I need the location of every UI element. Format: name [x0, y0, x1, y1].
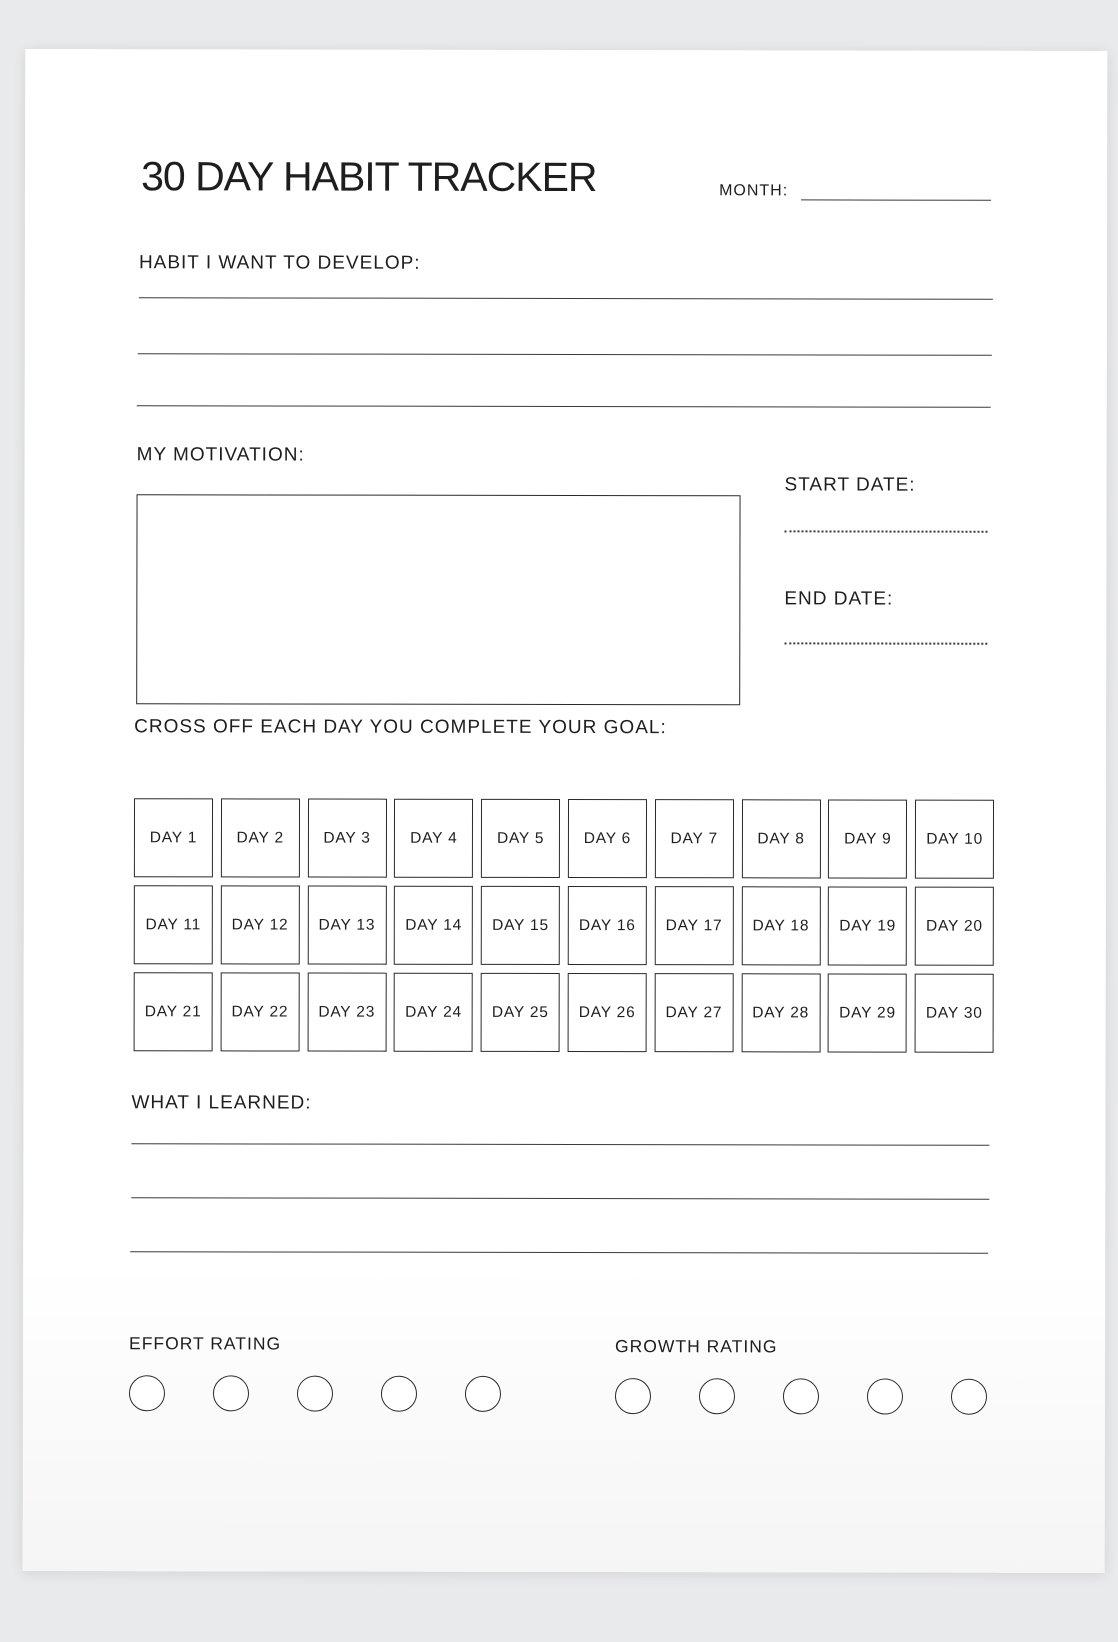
day-box-1[interactable]: DAY 1	[134, 798, 213, 877]
habit-line-2[interactable]	[138, 353, 992, 355]
day-box-19[interactable]: DAY 19	[828, 886, 907, 965]
learned-line-3[interactable]	[130, 1251, 988, 1253]
growth-rating-label: GROWTH RATING	[615, 1336, 778, 1357]
day-box-29[interactable]: DAY 29	[828, 973, 907, 1052]
day-box-7[interactable]: DAY 7	[655, 799, 734, 878]
effort-rating-circle-4[interactable]	[381, 1376, 417, 1412]
end-date-label: END DATE:	[784, 588, 894, 610]
day-box-10[interactable]: DAY 10	[915, 800, 994, 879]
month-label: MONTH:	[719, 182, 789, 200]
day-box-3[interactable]: DAY 3	[307, 799, 386, 878]
day-box-13[interactable]: DAY 13	[307, 886, 386, 965]
end-date-field[interactable]	[784, 642, 987, 644]
day-grid	[134, 798, 994, 1053]
effort-rating-circle-5[interactable]	[465, 1376, 501, 1412]
learned-line-2[interactable]	[131, 1197, 989, 1199]
day-box-6[interactable]: DAY 6	[568, 799, 647, 878]
habit-tracker-page	[23, 49, 1108, 1573]
habit-label: HABIT I WANT TO DEVELOP:	[138, 252, 421, 274]
learned-line-1[interactable]	[131, 1143, 989, 1145]
day-box-30[interactable]: DAY 30	[915, 974, 994, 1053]
day-box-28[interactable]: DAY 28	[741, 973, 820, 1052]
effort-rating-circle-1[interactable]	[129, 1375, 165, 1411]
learned-label: WHAT I LEARNED:	[131, 1092, 312, 1114]
page-title: 30 DAY HABIT TRACKER	[141, 153, 597, 201]
day-box-16[interactable]: DAY 16	[568, 886, 647, 965]
day-box-4[interactable]: DAY 4	[394, 799, 473, 878]
effort-rating-circle-3[interactable]	[297, 1376, 333, 1412]
day-box-27[interactable]: DAY 27	[654, 973, 733, 1052]
effort-rating-label: EFFORT RATING	[129, 1333, 282, 1354]
growth-rating-circle-4[interactable]	[867, 1379, 903, 1415]
day-box-8[interactable]: DAY 8	[741, 799, 820, 878]
effort-rating	[129, 1375, 501, 1412]
month-field[interactable]	[801, 199, 991, 200]
day-box-17[interactable]: DAY 17	[655, 886, 734, 965]
day-box-26[interactable]: DAY 26	[568, 973, 647, 1052]
motivation-label: MY MOTIVATION:	[136, 444, 305, 466]
day-box-14[interactable]: DAY 14	[394, 886, 473, 965]
day-box-20[interactable]: DAY 20	[915, 887, 994, 966]
tracker-instruction: CROSS OFF EACH DAY YOU COMPLETE YOUR GOAL:	[134, 716, 667, 739]
habit-line-3[interactable]	[137, 405, 991, 407]
day-box-11[interactable]: DAY 11	[134, 885, 213, 964]
day-box-22[interactable]: DAY 22	[220, 972, 299, 1051]
growth-rating-circle-5[interactable]	[951, 1379, 987, 1415]
day-box-12[interactable]: DAY 12	[221, 885, 300, 964]
day-box-25[interactable]: DAY 25	[481, 973, 560, 1052]
growth-rating-circle-1[interactable]	[615, 1378, 651, 1414]
day-box-9[interactable]: DAY 9	[828, 799, 907, 878]
motivation-box[interactable]	[136, 494, 740, 705]
day-box-18[interactable]: DAY 18	[741, 886, 820, 965]
day-box-24[interactable]: DAY 24	[394, 973, 473, 1052]
day-box-5[interactable]: DAY 5	[481, 799, 560, 878]
growth-rating-circle-3[interactable]	[783, 1378, 819, 1414]
habit-line-1[interactable]	[139, 297, 993, 299]
start-date-label: START DATE:	[784, 474, 916, 496]
start-date-field[interactable]	[784, 530, 987, 532]
day-box-2[interactable]: DAY 2	[221, 798, 300, 877]
day-box-21[interactable]: DAY 21	[134, 972, 213, 1051]
day-box-15[interactable]: DAY 15	[481, 886, 560, 965]
growth-rating	[615, 1378, 987, 1415]
growth-rating-circle-2[interactable]	[699, 1378, 735, 1414]
day-box-23[interactable]: DAY 23	[307, 973, 386, 1052]
effort-rating-circle-2[interactable]	[213, 1375, 249, 1411]
